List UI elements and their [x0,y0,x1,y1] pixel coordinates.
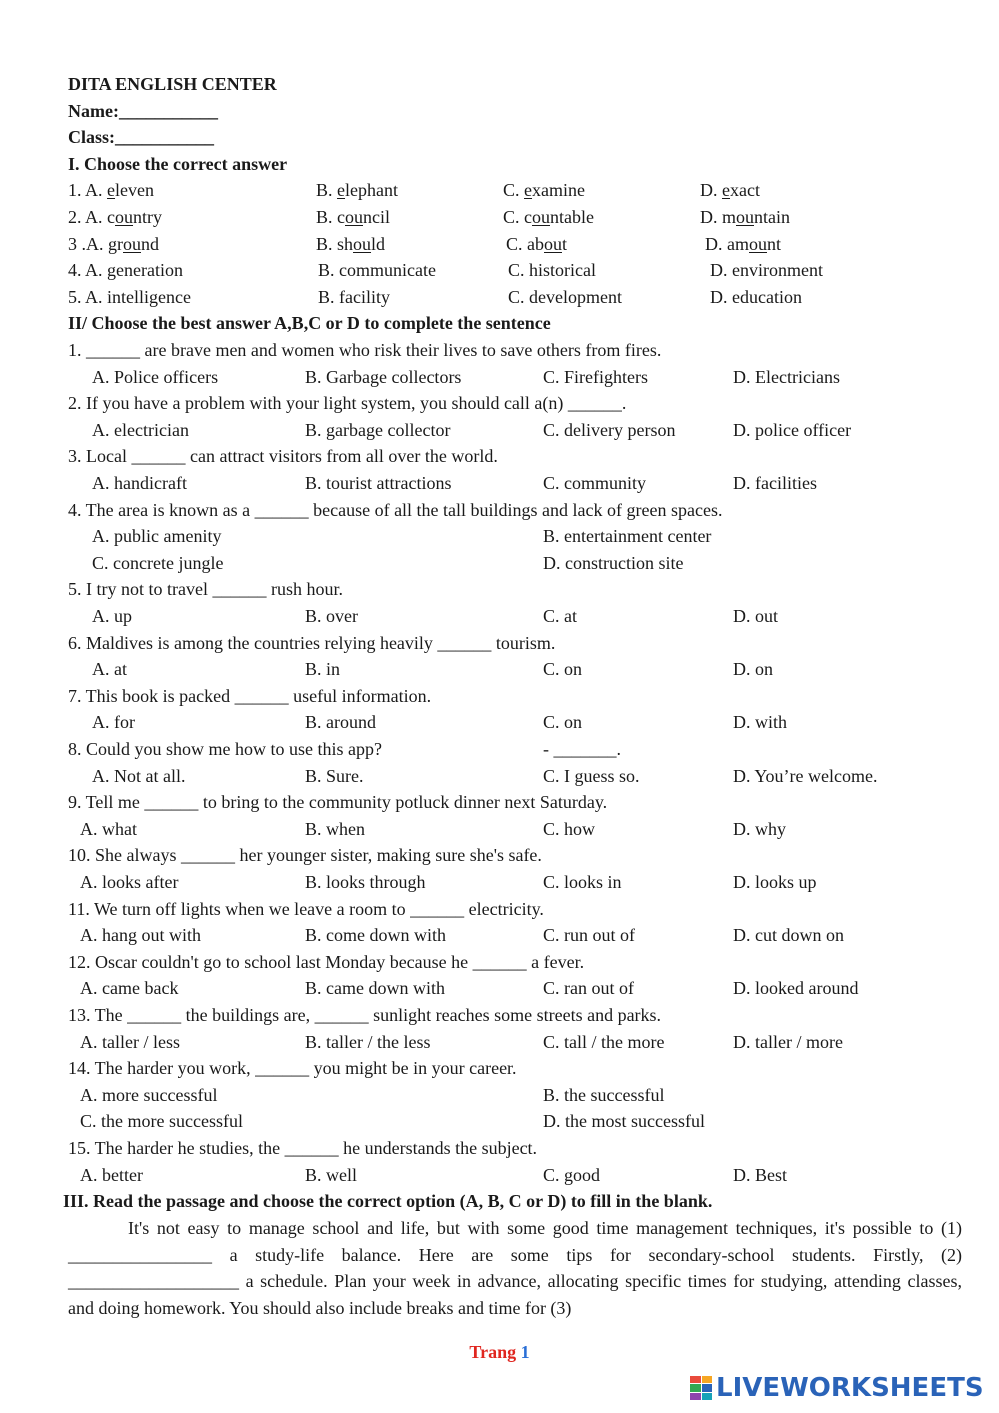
option-b: B. taller / the less [305,1031,431,1052]
question-number: 3 .A. [68,233,108,254]
option-row [0,550,999,576]
option-d: D. construction site [543,552,684,573]
option-c-post: xamine [532,180,585,201]
option-a-post: ntry [133,207,163,227]
option-d-post: ntain [754,207,790,227]
option-c: C. the more successful [80,1111,243,1132]
option-c: C. on [543,712,583,733]
option-row [0,763,999,789]
phonetics-question [0,257,999,283]
option-d: D. on [733,659,773,680]
option-a [68,257,183,283]
option-c-post: ntable [550,207,594,227]
option-c: C. Firefighters [543,366,648,387]
option-b: B. looks through [305,872,426,892]
option-d: D. with [733,712,787,733]
option-b-post: ncil [363,207,390,227]
option-c: C. ran out of [543,978,634,999]
option-a-pre: c [107,207,116,227]
option-c-pre: C. historical [508,260,596,281]
option-row [0,1162,999,1188]
option-a: A. hang out with [80,925,201,946]
section1-title [0,151,999,177]
option-c: C. looks in [543,872,622,892]
option-b-pre: B. communicate [318,260,436,281]
option-b: B. around [305,712,376,733]
question-stem [0,1135,999,1161]
option-d-underlined: e [722,180,730,201]
option-a: A. better [80,1164,143,1185]
option-a: A. Not at all. [92,765,186,786]
option-row [0,470,999,496]
option-b: B. came down with [305,978,445,999]
question-number: 5. A. [68,286,108,307]
page-num: 1 [520,1342,530,1362]
option-d: D. police officer [733,419,852,440]
phonetics-question [0,204,999,230]
question-stem [0,497,999,523]
option-a: A. came back [80,978,179,999]
option-row [0,523,999,549]
question-text: 8. Could you show me how to use this app? [68,739,382,759]
option-c: C. delivery person [543,419,676,440]
class-field: Class:___________ [68,127,215,148]
option-a-pre: intelligence [107,286,191,307]
option-b [316,204,390,230]
option-b: B. in [305,659,341,680]
option-d [710,257,823,283]
option-d [710,284,802,310]
question-stem [0,1055,999,1081]
option-b: B. well [305,1164,357,1185]
option-a [68,231,159,257]
name-field: Name:___________ [68,100,218,121]
option-c: C. run out of [543,925,635,946]
option-d-pre: D. [700,180,722,201]
option-a-post: nd [141,233,159,254]
option-a: A. Police officers [92,366,219,387]
option-d: D. facilities [733,473,817,493]
option-d: D. why [733,818,786,839]
option-b [318,257,436,283]
option-d: D. taller / more [733,1031,843,1052]
question-text: 4. The area is known as a ______ because of all the tall buildings and lack of green spaces. [68,499,723,520]
option-b-pre: B. sh [316,233,354,254]
option-row [0,816,999,842]
option-d [700,204,790,230]
question-stem [0,443,999,469]
option-a-post: leven [115,180,154,201]
option-b: B. Sure. [305,765,364,786]
option-b [316,177,398,203]
option-a: A. what [80,818,137,839]
option-a-underlined: ou [115,207,134,227]
option-b-underlined: ou [353,233,372,254]
option-d: D. You’re welcome. [733,765,878,786]
option-c-pre: C. c [503,207,532,227]
option-c-underlined: ou [544,233,562,254]
option-a: A. for [92,712,135,733]
question-stem [0,949,999,975]
option-c-pre: C. ab [506,233,544,254]
question-stem [0,736,999,762]
option-c: C. concrete jungle [92,552,224,573]
option-b [318,284,390,310]
option-a: A. taller / less [80,1031,180,1052]
center-title: DITA ENGLISH CENTER [68,74,277,94]
class-line [0,124,999,150]
option-row [0,1108,999,1134]
question-stem [0,896,999,922]
option-a-pre: gr [108,233,123,254]
option-b: B. garbage collector [305,419,451,440]
section2-title [0,310,999,336]
option-c: C. how [543,818,596,839]
option-b: B. entertainment center [543,526,712,547]
option-a: A. public amenity [92,526,222,547]
question-stem [0,842,999,868]
option-b-post: ld [371,233,386,254]
name-line [0,98,999,124]
option-d: D. looked around [733,978,859,999]
question-stem [0,789,999,815]
option-b: B. over [305,606,358,626]
option-d [700,177,760,203]
option-d-pre: D. education [710,286,802,307]
option-c: C. at [543,606,577,626]
section3-heading: III. Read the passage and choose the correct option (A, B, C or D) to fill in the blank. [63,1191,713,1212]
reading-passage [68,1215,962,1321]
question-stem [0,576,999,602]
option-d [705,231,781,257]
option-row [0,417,999,443]
option-a: A. looks after [80,872,179,892]
option-d: D. Electricians [733,366,840,387]
option-row [0,1082,999,1108]
question-text: 14. The harder you work, ______ you might be in your career. [68,1058,517,1079]
option-d-post: xact [730,180,760,201]
option-a [68,284,191,310]
question-text: 5. I try not to travel ______ rush hour. [68,579,343,600]
question-stem [0,630,999,656]
option-a: A. at [92,659,127,680]
option-c: C. on [543,659,583,680]
section1-heading: I. Choose the correct answer [68,153,288,174]
option-row [0,975,999,1001]
question-text: 11. We turn off lights when we leave a room to ______ electricity. [68,898,544,919]
phonetics-question [0,231,999,257]
option-a: A. more successful [80,1084,218,1105]
option-a-underlined: e [107,180,116,201]
passage-text: It's not easy to manage school and life, but with some good time management techniques, it's possible to (1) ________________ a study-life balance. Here are some tips for secondary-school students. Firstly, (2) ___________________ a schedule. Plan your week in advance, allocating specific times for studying, attending classes, and doing homework. You should also include breaks and time for (3) [68,1218,962,1318]
section2-heading: II/ Choose the best answer A,B,C or D to complete the sentence [68,313,551,334]
option-c: C. good [543,1164,601,1185]
phonetics-question [0,177,999,203]
logo-icon [690,1376,712,1400]
option-b-pre: B. facility [318,286,390,307]
option-row [0,709,999,735]
option-row [0,656,999,682]
option-row [0,922,999,948]
section3-title [0,1188,999,1214]
option-d: D. the most successful [543,1111,705,1132]
question-number: 1. A. [68,180,108,201]
question-text: 15. The harder he studies, the ______ he understands the subject. [68,1138,538,1158]
option-a-underlined: ou [123,233,141,254]
option-d-underlined: ou [736,207,754,227]
option-d: D. looks up [733,872,817,892]
option-a: A. up [92,606,132,626]
option-d-pre: D. am [705,233,749,254]
option-b: B. come down with [305,925,446,946]
option-c [503,204,594,230]
option-c: C. community [543,473,646,493]
option-row [0,869,999,895]
question-stem [0,683,999,709]
option-d-pre: D. m [700,207,736,227]
question-text: 2. If you have a problem with your light system, you should call a(n) ______. [68,393,627,414]
option-b-underlined: e [337,180,346,201]
option-c-underlined: e [524,180,533,201]
question-text: 3. Local ______ can attract visitors from all over the world. [68,446,498,467]
option-c: C. I guess so. [543,765,640,786]
option-a-pre: generation [107,260,183,281]
question-text: 7. This book is packed ______ useful information. [68,685,432,706]
liveworksheets-logo [690,1373,984,1403]
option-row [0,364,999,390]
question-stem [0,337,999,363]
option-a [68,177,154,203]
option-c [508,257,596,283]
option-b-pre: B. c [316,207,345,227]
question-number: 2. A. [68,207,108,227]
option-b-pre: B. [316,180,338,201]
option-c-underlined: ou [532,207,550,227]
option-b: B. tourist attractions [305,473,452,493]
option-a [68,204,162,230]
page-word: Trang [469,1342,517,1362]
option-b-underlined: ou [345,207,363,227]
option-d: D. cut down on [733,925,844,946]
option-b [316,231,385,257]
question-stem [0,390,999,416]
center-name [0,71,999,97]
option-b: B. the successful [543,1084,665,1105]
question-text: 1. ______ are brave men and women who risk their lives to save others from fires. [68,340,662,360]
option-c [508,284,622,310]
option-c-post: t [562,233,568,254]
question-stem [0,1002,999,1028]
option-c-pre: C. [503,180,525,201]
option-c-pre: C. development [508,286,622,307]
page-number [0,1342,999,1363]
response-blank: - _______. [543,739,621,759]
option-c [506,231,567,257]
option-a: A. electrician [92,419,189,440]
option-d: D. out [733,606,778,626]
option-d-underlined: ou [749,233,767,254]
option-row [0,1029,999,1055]
question-number: 4. A. [68,260,108,281]
option-d: D. Best [733,1164,787,1185]
logo-text: LIVEWORKSHEETS [716,1373,984,1403]
option-c: C. tall / the more [543,1031,665,1052]
option-d-post: nt [767,233,782,254]
option-b: B. Garbage collectors [305,366,462,387]
option-row [0,603,999,629]
option-d-pre: D. environment [710,260,823,281]
question-text: 10. She always ______ her younger sister, making sure she's safe. [68,845,542,866]
option-b-post: lephant [345,180,398,201]
question-text: 9. Tell me ______ to bring to the community potluck dinner next Saturday. [68,792,608,813]
phonetics-question [0,284,999,310]
question-text: 12. Oscar couldn't go to school last Monday because he ______ a fever. [68,951,585,972]
option-a: A. handicraft [92,473,187,493]
question-text: 6. Maldives is among the countries relying heavily ______ tourism. [68,632,556,653]
question-text: 13. The ______ the buildings are, ______ sunlight reaches some streets and parks. [68,1005,662,1025]
option-b: B. when [305,818,365,839]
option-c [503,177,585,203]
